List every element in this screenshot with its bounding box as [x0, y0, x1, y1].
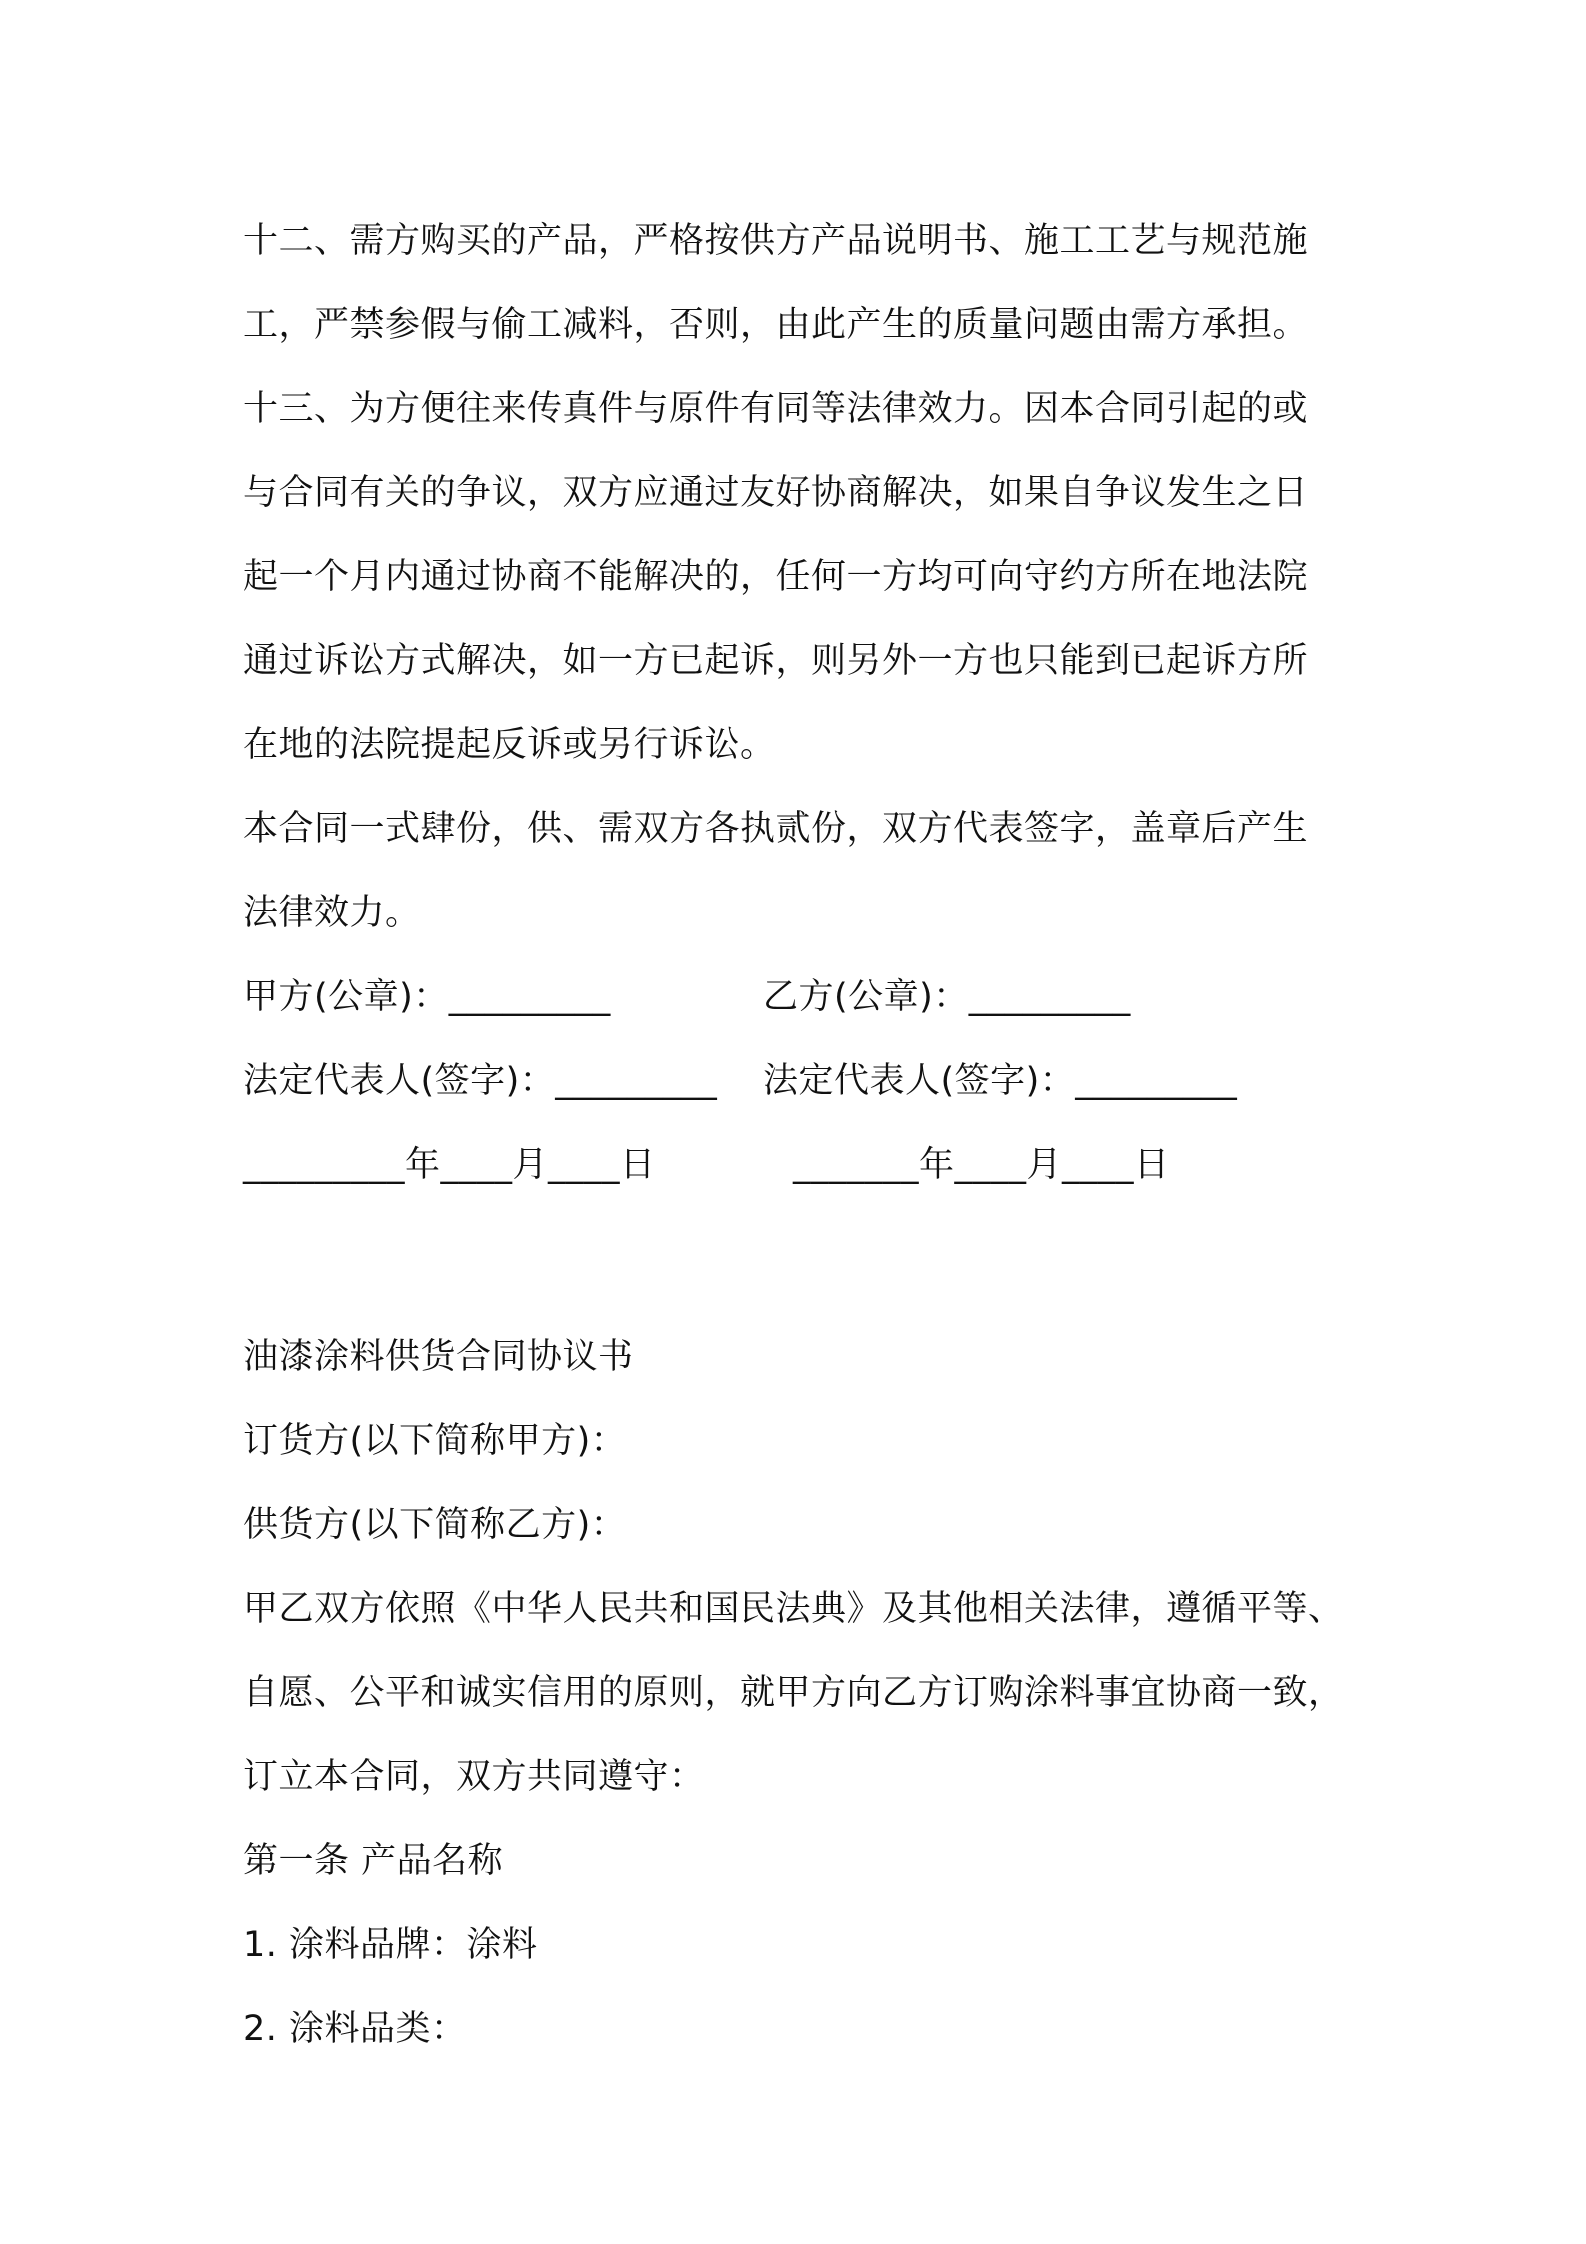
party-b-seal: 乙方(公章)：_________	[763, 977, 1131, 1017]
preamble-line-2: 自愿、公平和诚实信用的原则，就甲方向乙方订购涂料事宜协商一致，	[243, 1673, 1344, 1713]
clause-13-line-4: 通过诉讼方式解决，如一方已起诉，则另外一方也只能到已起诉方所	[243, 641, 1309, 681]
party-a-seal: 甲方(公章)：_________	[243, 977, 611, 1017]
date-row	[243, 1123, 1363, 1207]
rep-a-signature: 法定代表人(签字)：_________	[243, 1061, 718, 1101]
preamble-line-1: 甲乙双方依照《中华人民共和国民法典》及其他相关法律，遵循平等、	[243, 1589, 1344, 1629]
copies-line-2: 法律效力。	[243, 893, 421, 933]
clause-13-line-1: 十三、为方便往来传真件与原件有同等法律效力。因本合同引起的或	[243, 389, 1309, 429]
preamble-line-3: 订立本合同，双方共同遵守：	[243, 1757, 705, 1797]
date-a: _________年____月____日	[243, 1145, 656, 1185]
seal-row	[243, 955, 1363, 1039]
article-1-item-2: 2. 涂料品类：	[243, 2009, 467, 2049]
copies-line-1: 本合同一式肆份，供、需双方各执贰份，双方代表签字，盖章后产生	[243, 809, 1309, 849]
clause-13-line-5: 在地的法院提起反诉或另行诉讼。	[243, 725, 776, 765]
contract-title: 油漆涂料供货合同协议书	[243, 1337, 634, 1377]
clause-13-line-3: 起一个月内通过协商不能解决的，任何一方均可向守约方所在地法院	[243, 557, 1309, 597]
article-1-title: 第一条 产品名称	[243, 1841, 504, 1881]
document-page	[243, 199, 1363, 2071]
representative-row	[243, 1039, 1363, 1123]
date-b: _______年____月____日	[793, 1145, 1170, 1185]
clause-12-line-1: 十二、需方购买的产品，严格按供方产品说明书、施工工艺与规范施	[243, 221, 1309, 261]
article-1-item-1: 1. 涂料品牌：涂料	[243, 1925, 538, 1965]
rep-b-signature: 法定代表人(签字)：_________	[763, 1061, 1238, 1101]
section-gap	[243, 1207, 1363, 1315]
clause-12-line-2: 工，严禁参假与偷工减料，否则，由此产生的质量问题由需方承担。	[243, 305, 1309, 345]
supplier-line: 供货方(以下简称乙方)：	[243, 1505, 627, 1545]
clause-13-line-2: 与合同有关的争议，双方应通过友好协商解决，如果自争议发生之日	[243, 473, 1309, 513]
orderer-line: 订货方(以下简称甲方)：	[243, 1421, 627, 1461]
